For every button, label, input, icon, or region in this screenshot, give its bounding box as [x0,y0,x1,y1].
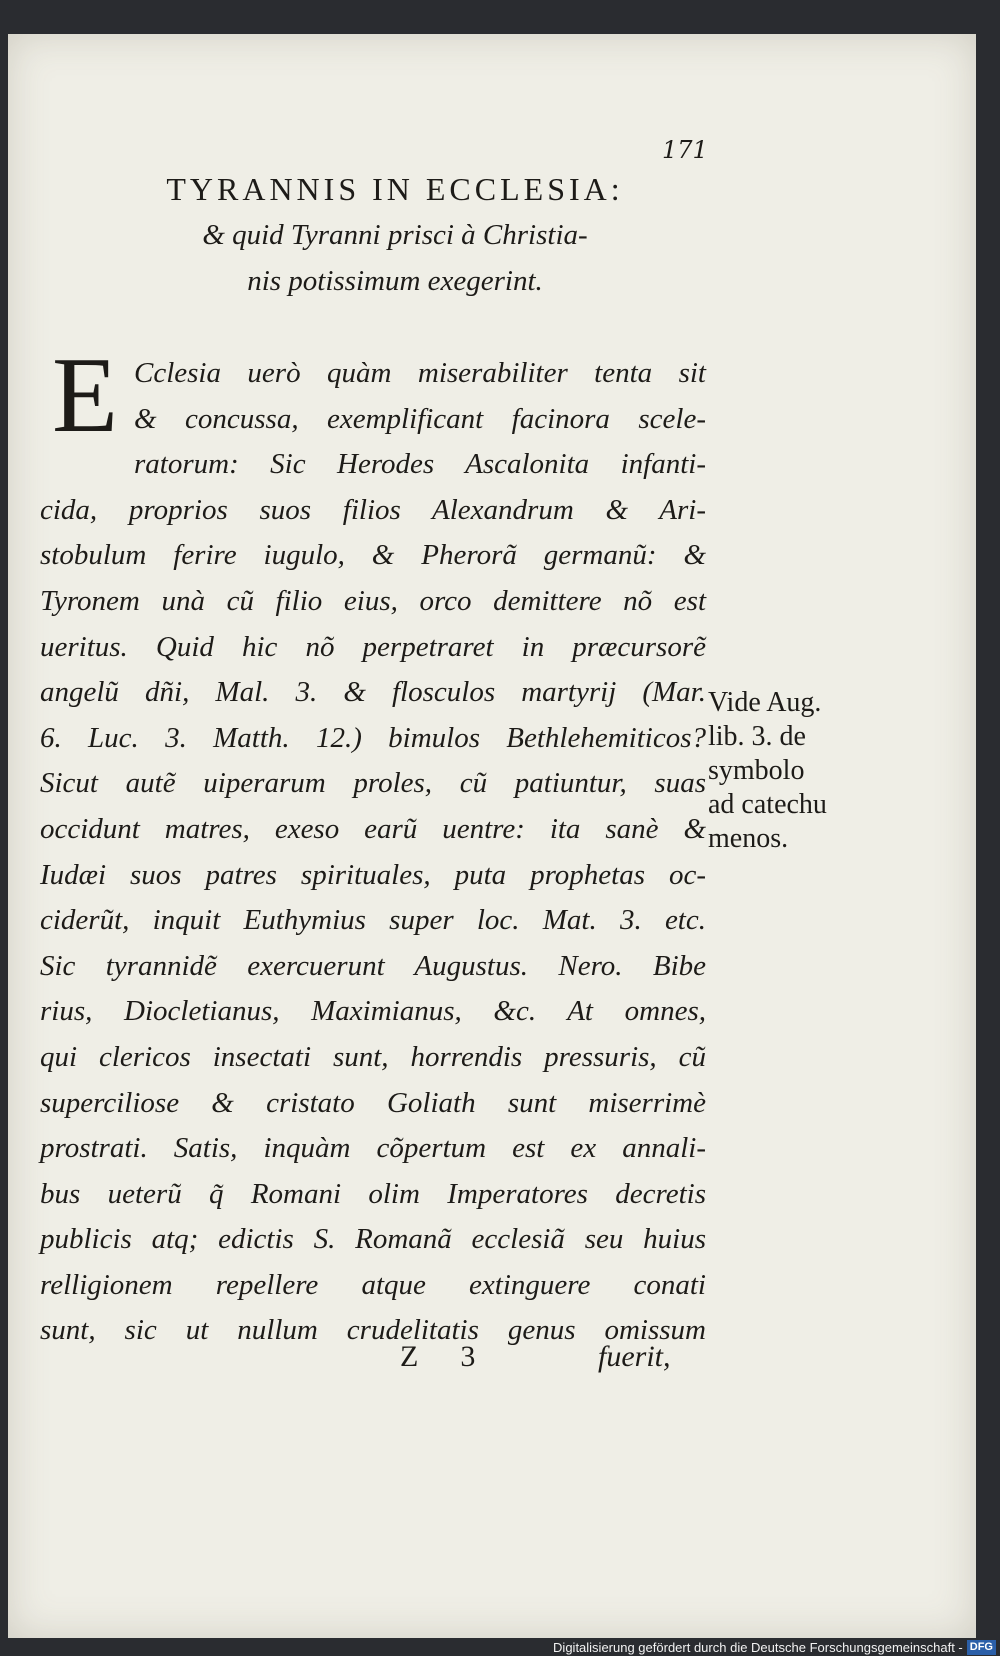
text-line: Iudæi suos patres spirituales, puta prophetas oc- [40,858,706,891]
text-line: Tyronem unà cũ filio eius, orco demittere nõ est [40,584,706,617]
body-text [40,351,706,1354]
text-line: prostrati. Satis, inquàm cõpertum est ex annali- [40,1132,706,1165]
signature-number: 3 [460,1340,476,1373]
page-number: 171 [662,136,708,164]
text-line: sunt, sic ut nullum crudelitatis genus omissum [40,1314,706,1347]
text-line: bus ueterũ q̃ Romani olim Imperatores decretis [40,1177,706,1210]
text-line: stobulum ferire iugulo, & Pherorã germanũ: & [40,539,706,572]
signature-letter: Z [400,1340,419,1373]
text-line: & concussa, exemplificant facinora scele- [134,402,706,435]
marginal-note-line: ad catechu [708,789,827,820]
marginal-note-line: symbolo [708,755,805,786]
marginal-note-line: lib. 3. de [708,721,806,752]
text-line: rius, Diocletianus, Maximianus, &c. At omnes, [40,995,706,1028]
text-line: publicis atq; edictis S. Romanã ecclesiã seu huius [40,1223,706,1256]
heading-subtitle-line-2: nis potissimum exegerint. [247,265,543,297]
marginal-note [708,686,878,856]
text-line: occidunt matres, exeso earũ uentre: ita sanè & [40,812,706,845]
footer-text: Digitalisierung gefördert durch die Deutsche Forschungsgemeinschaft - [553,1639,963,1655]
text-line: ueritus. Quid hic nõ perpetraret in præcursorẽ [40,630,706,663]
marginal-note-line: Vide Aug. [708,687,822,718]
drop-cap: E [52,336,118,455]
text-line: superciliose & cristato Goliath sunt miserrimè [40,1086,706,1119]
heading-title: TYRANNIS IN ECCLESIA: [166,171,624,207]
text-line: ratorum: Sic Herodes Ascalonita infanti- [134,448,706,481]
text-line: Sicut autẽ uiperarum proles, cũ patiuntur, suas [40,767,706,800]
chapter-heading [100,166,690,304]
text-line: qui clericos insectati sunt, horrendis pressuris, cũ [40,1040,706,1073]
catchword: fuerit, [598,1340,671,1373]
text-line: 6. Luc. 3. Matth. 12.) bimulos Bethlehemiticos? [40,721,706,754]
text-line: cida, proprios suos filios Alexandrum & Ari- [40,493,706,526]
heading-subtitle-line-1: & quid Tyranni prisci à Christia- [202,219,588,251]
text-line: Cclesia uerò quàm miserabiliter tenta sit [134,357,706,389]
text-line: ciderũt, inquit Euthymius super loc. Mat. 3. etc. [40,904,706,937]
signature-mark [400,1340,517,1374]
text-line: relligionem repellere atque extinguere conati [40,1268,706,1301]
dfg-logo[interactable]: DFG [967,1640,996,1655]
marginal-note-line: menos. [708,823,789,854]
text-line: Sic tyrannidẽ exercuerunt Augustus. Nero. Bibe [40,949,706,982]
digitization-footer [553,1638,996,1656]
text-line: angelũ dñi, Mal. 3. & flosculos martyrij (Mar. [40,676,706,709]
